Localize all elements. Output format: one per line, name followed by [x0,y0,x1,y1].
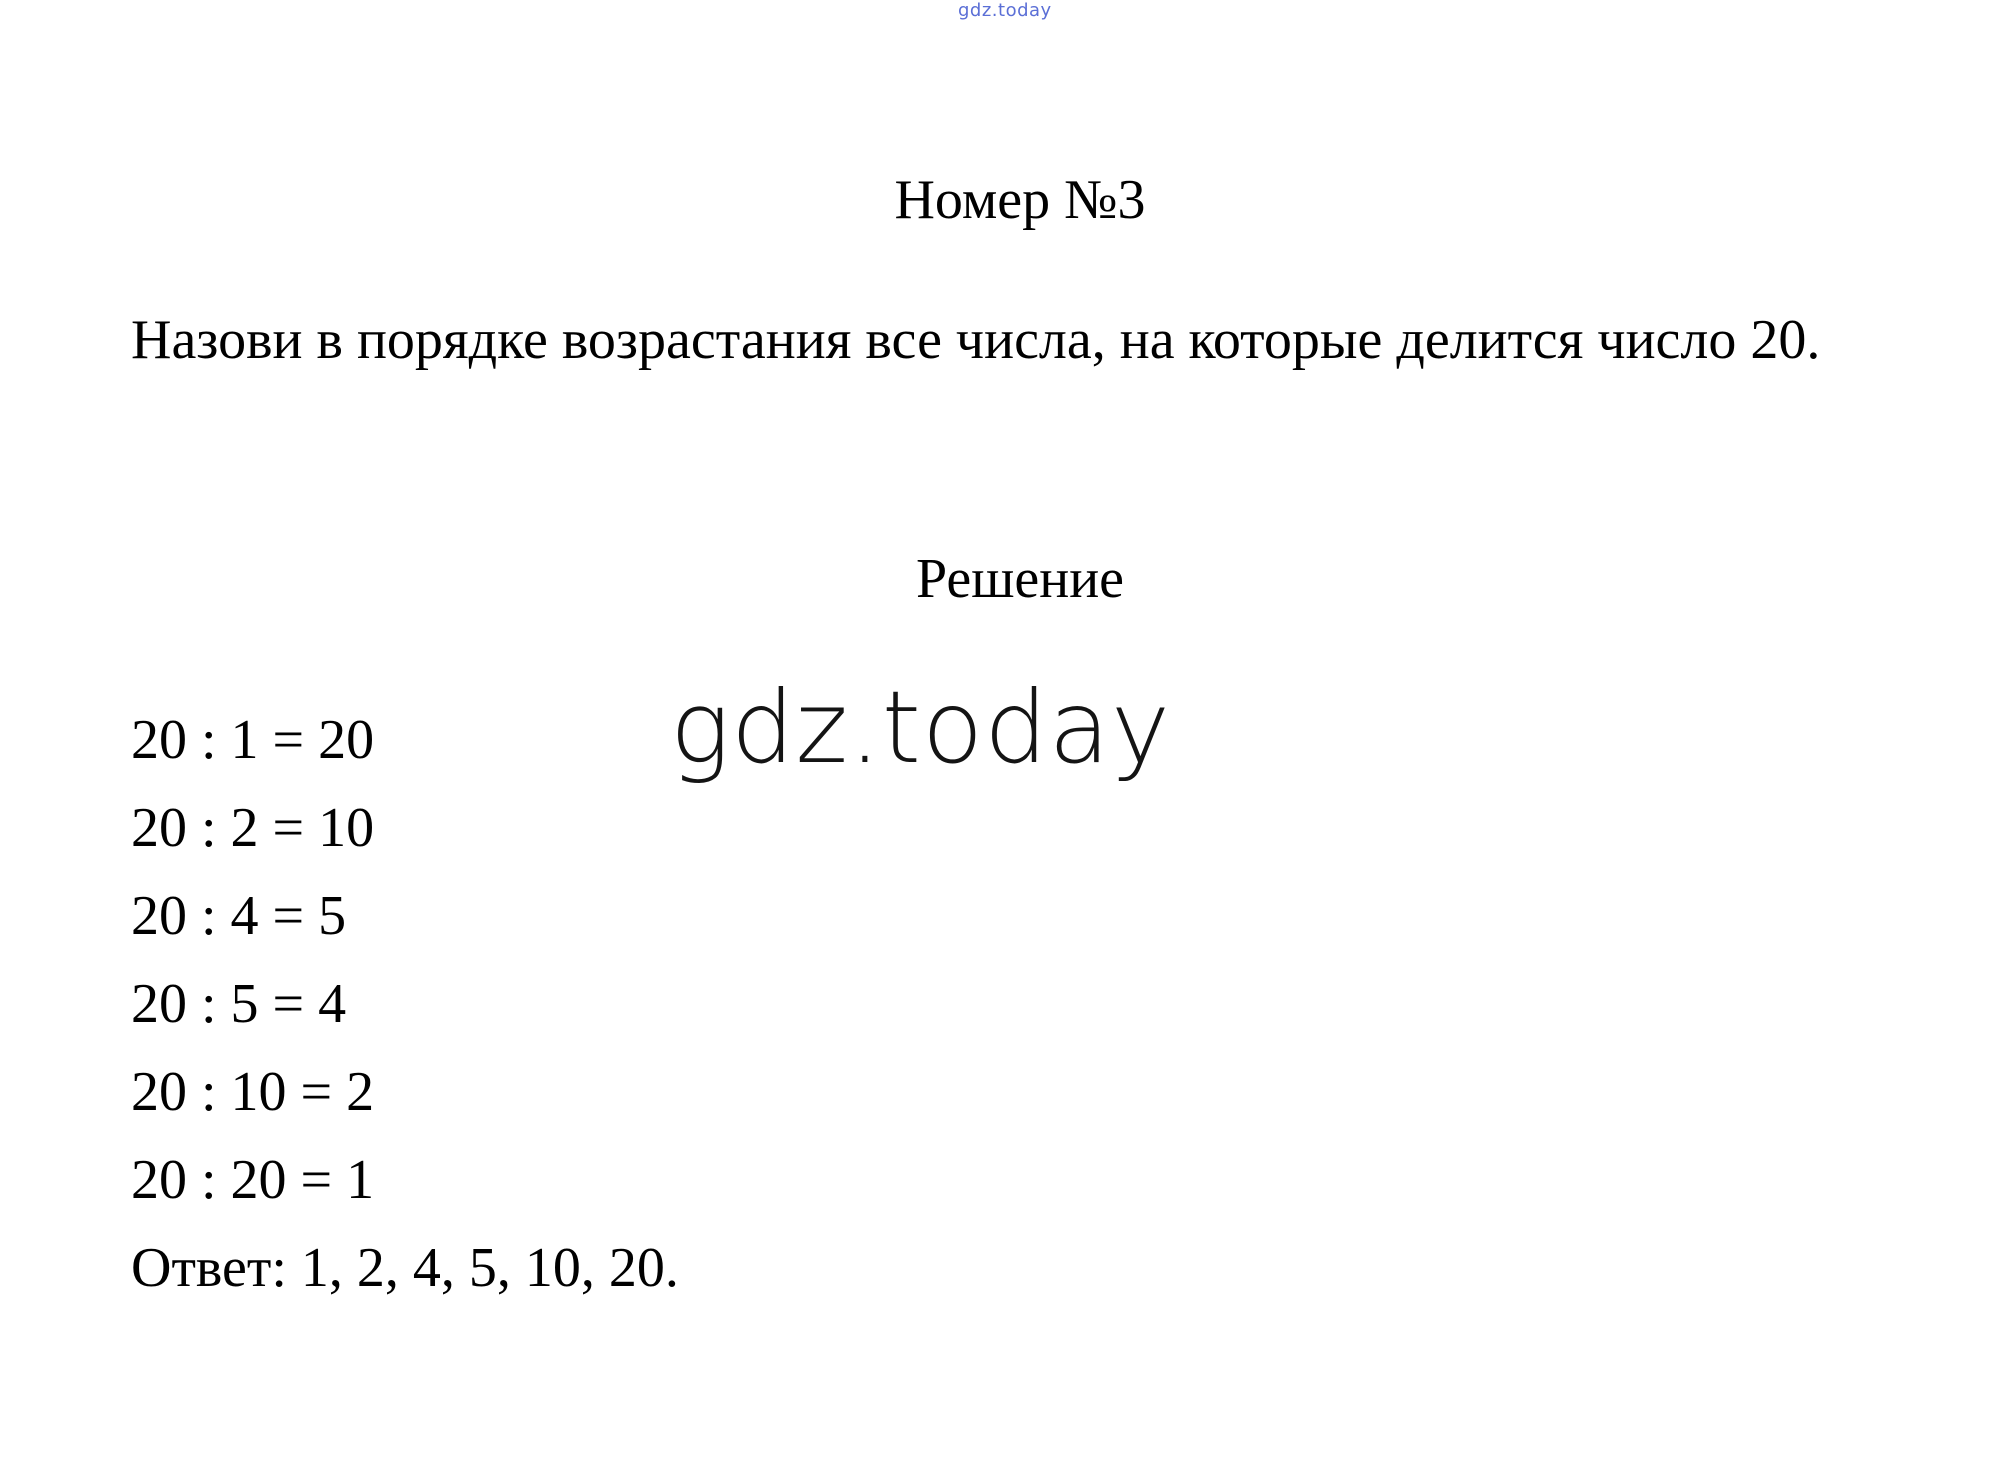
task-text: Назови в порядке возрастания все числа, на которые делится число 20. [131,309,1821,371]
equation-line: 20 : 5 = 4 [131,973,347,1035]
top-watermark: gdz.today [958,0,1052,21]
equation-line: 20 : 1 = 20 [131,709,375,771]
answer-line: Ответ: 1, 2, 4, 5, 10, 20. [131,1237,679,1299]
equation-line: 20 : 4 = 5 [131,885,347,947]
equation-list [131,696,374,1224]
center-watermark: gdz.today [670,669,1172,786]
equation-line: 20 : 2 = 10 [131,797,375,859]
equation-line: 20 : 20 = 1 [131,1149,375,1211]
page-title: Номер №3 [894,169,1146,231]
solution-heading: Решение [915,548,1125,610]
equation-line: 20 : 10 = 2 [131,1061,375,1123]
